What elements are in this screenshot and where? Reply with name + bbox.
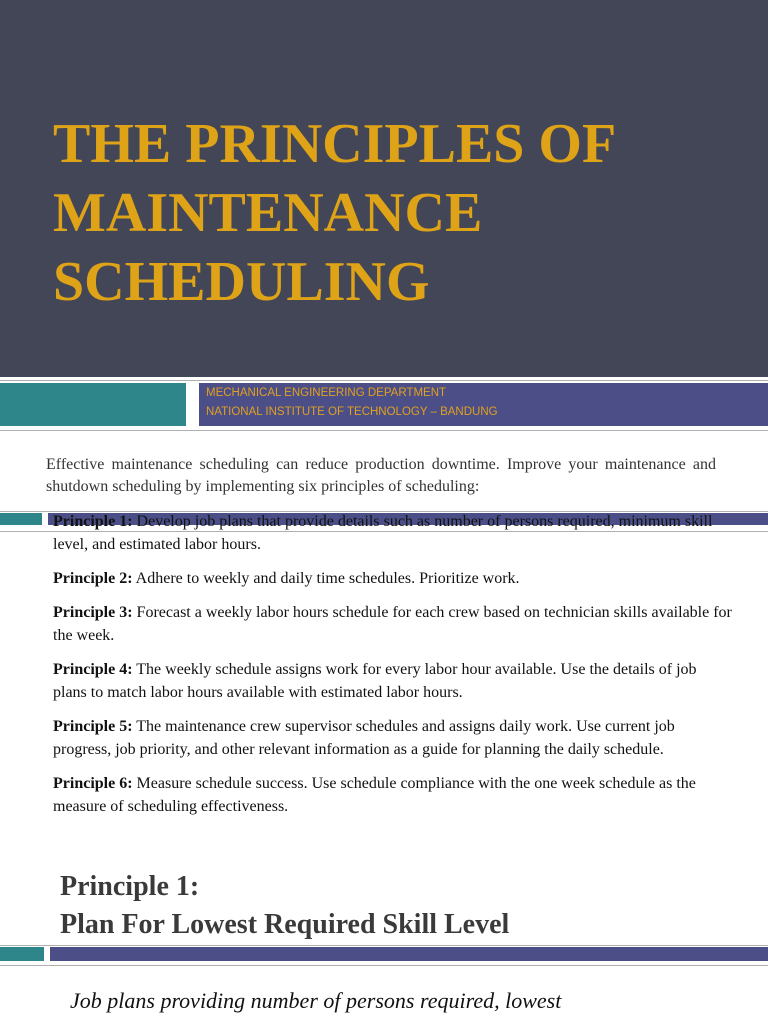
principle-1-heading-line2: Plan For Lowest Required Skill Level bbox=[60, 909, 510, 940]
principle-2 bbox=[53, 567, 733, 590]
principle-6 bbox=[53, 772, 733, 818]
principle-3-text: Forecast a weekly labor hours schedule for each crew based on technician skills available for the week. bbox=[53, 604, 732, 644]
band-bottom-line bbox=[0, 430, 768, 431]
band-top-line bbox=[0, 380, 768, 381]
principle-6-text: Measure schedule success. Use schedule compliance with the one week schedule as the measure of scheduling effectiveness. bbox=[53, 775, 696, 815]
principle-1-label: Principle 1: bbox=[53, 513, 133, 530]
principle-4 bbox=[53, 658, 733, 704]
title-line-3: SCHEDULING bbox=[53, 251, 430, 313]
principle-2-label: Principle 2: bbox=[53, 570, 133, 587]
principle-1-heading bbox=[60, 868, 509, 944]
principle-2-text: Adhere to weekly and daily time schedules. Prioritize work. bbox=[132, 570, 520, 587]
principle-5-text: The maintenance crew supervisor schedules and assigns daily work. Use current job progress, job priority, and other relevant information as a guide for planning the daily schedule. bbox=[53, 718, 675, 758]
slide2-teal-block bbox=[0, 513, 42, 525]
principle-6-label: Principle 6: bbox=[53, 775, 133, 792]
principle-4-text: The weekly schedule assigns work for every labor hour available. Use the details of job plans to match labor hours available with estimated labor hours. bbox=[53, 661, 697, 701]
slide3-teal-block bbox=[0, 947, 44, 961]
principle-1-body: Job plans providing number of persons required, lowest bbox=[70, 988, 562, 1013]
principle-1 bbox=[53, 510, 733, 556]
principle-3-label: Principle 3: bbox=[53, 604, 133, 621]
principle-5-label: Principle 5: bbox=[53, 718, 133, 735]
principle-5 bbox=[53, 715, 733, 761]
department-label: MECHANICAL ENGINEERING DEPARTMENT bbox=[206, 387, 447, 399]
slide3-band-top-line bbox=[0, 945, 768, 946]
principles-list bbox=[53, 510, 733, 829]
teal-accent-block bbox=[0, 383, 186, 426]
intro-paragraph: Effective maintenance scheduling can reduce production downtime. Improve your maintenance and shutdown scheduling by implementing six principles of scheduling: bbox=[46, 456, 716, 495]
principle-1-heading-line1: Principle 1: bbox=[60, 871, 200, 902]
title-line-2: MAINTENANCE bbox=[53, 182, 483, 244]
slide3-navy-band bbox=[50, 947, 768, 961]
institute-label: NATIONAL INSTITUTE OF TECHNOLOGY – BANDUNG bbox=[206, 406, 498, 418]
slide3-band-bottom-line bbox=[0, 965, 768, 966]
title-slide bbox=[0, 0, 768, 377]
principle-4-label: Principle 4: bbox=[53, 661, 133, 678]
principle-3 bbox=[53, 601, 733, 647]
presentation-title bbox=[53, 110, 753, 317]
title-line-1: THE PRINCIPLES OF bbox=[53, 113, 617, 175]
principle-1-text: Develop job plans that provide details such as number of persons required, minimum skill level, and estimated labor hours. bbox=[53, 513, 713, 553]
